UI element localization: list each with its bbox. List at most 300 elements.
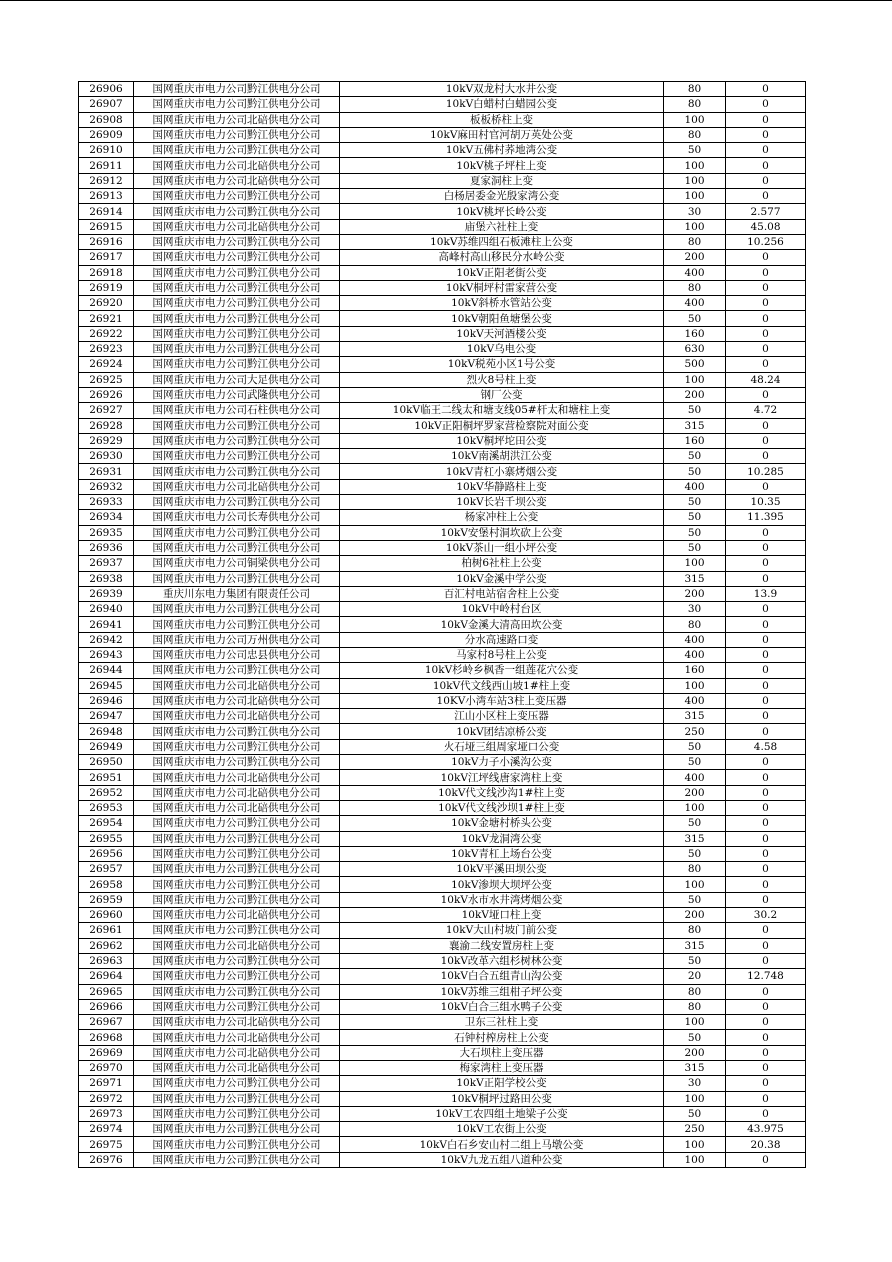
transformer-name-cell: 10kV青杠上场台公变 <box>340 846 664 861</box>
row-id-cell: 26940 <box>79 602 134 617</box>
row-id-cell: 26956 <box>79 846 134 861</box>
row-id-cell: 26938 <box>79 571 134 586</box>
transformer-name-cell: 10kV青杠小寨烤烟公变 <box>340 464 664 479</box>
table-row <box>79 342 806 357</box>
transformer-name-cell: 高峰村高山移民分水岭公变 <box>340 250 664 265</box>
table-row <box>79 602 806 617</box>
table-row <box>79 816 806 831</box>
capacity-cell: 100 <box>664 1137 726 1152</box>
row-id-cell: 26972 <box>79 1091 134 1106</box>
transformer-name-cell: 10kV长岩千坝公变 <box>340 495 664 510</box>
capacity-cell: 200 <box>664 586 726 601</box>
transformer-name-cell: 10kV正阳学校公变 <box>340 1076 664 1091</box>
table-row <box>79 433 806 448</box>
value-cell: 12.748 <box>726 969 806 984</box>
row-id-cell: 26923 <box>79 342 134 357</box>
value-cell: 0 <box>726 112 806 127</box>
table-row <box>79 296 806 311</box>
company-cell: 国网重庆市电力公司大足供电分公司 <box>134 372 340 387</box>
row-id-cell: 26925 <box>79 372 134 387</box>
table-row <box>79 495 806 510</box>
transformer-name-cell: 10kV双龙村大水井公变 <box>340 82 664 97</box>
capacity-cell: 400 <box>664 693 726 708</box>
capacity-cell: 630 <box>664 342 726 357</box>
table-row <box>79 143 806 158</box>
company-cell: 国网重庆市电力公司北碚供电分公司 <box>134 785 340 800</box>
row-id-cell: 26967 <box>79 1015 134 1030</box>
company-cell: 国网重庆市电力公司黔江供电分公司 <box>134 418 340 433</box>
transformer-name-cell: 10kV桐坪过路田公变 <box>340 1091 664 1106</box>
capacity-cell: 30 <box>664 204 726 219</box>
company-cell: 国网重庆市电力公司黔江供电分公司 <box>134 495 340 510</box>
company-cell: 国网重庆市电力公司长寿供电分公司 <box>134 510 340 525</box>
row-id-cell: 26954 <box>79 816 134 831</box>
value-cell: 0 <box>726 189 806 204</box>
value-cell: 0 <box>726 892 806 907</box>
transformer-name-cell: 10KV小湾车站3柱上变压器 <box>340 693 664 708</box>
row-id-cell: 26952 <box>79 785 134 800</box>
capacity-cell: 50 <box>664 449 726 464</box>
row-id-cell: 26963 <box>79 953 134 968</box>
row-id-cell: 26970 <box>79 1061 134 1076</box>
capacity-cell: 100 <box>664 877 726 892</box>
row-id-cell: 26965 <box>79 984 134 999</box>
capacity-cell: 50 <box>664 540 726 555</box>
row-id-cell: 26918 <box>79 265 134 280</box>
capacity-cell: 50 <box>664 143 726 158</box>
transformer-name-cell: 10kV工农四组土地梁子公变 <box>340 1106 664 1121</box>
company-cell: 国网重庆市电力公司黔江供电分公司 <box>134 1076 340 1091</box>
capacity-cell: 200 <box>664 250 726 265</box>
table-row <box>79 82 806 97</box>
value-cell: 0 <box>726 724 806 739</box>
row-id-cell: 26916 <box>79 234 134 249</box>
table-row <box>79 418 806 433</box>
transformer-name-cell: 钢厂公变 <box>340 387 664 402</box>
row-id-cell: 26946 <box>79 693 134 708</box>
value-cell: 0 <box>726 755 806 770</box>
table-row <box>79 908 806 923</box>
transformer-name-cell: 10kV垭口柱上变 <box>340 908 664 923</box>
capacity-cell: 50 <box>664 846 726 861</box>
table-row <box>79 189 806 204</box>
capacity-cell: 315 <box>664 831 726 846</box>
row-id-cell: 26971 <box>79 1076 134 1091</box>
capacity-cell: 315 <box>664 418 726 433</box>
row-id-cell: 26941 <box>79 617 134 632</box>
page-top-border <box>0 0 892 1</box>
value-cell: 0 <box>726 938 806 953</box>
capacity-cell: 315 <box>664 571 726 586</box>
value-cell: 0 <box>726 173 806 188</box>
table-row <box>79 923 806 938</box>
table-row <box>79 280 806 295</box>
company-cell: 国网重庆市电力公司北碚供电分公司 <box>134 112 340 127</box>
value-cell: 30.2 <box>726 908 806 923</box>
value-cell: 0 <box>726 984 806 999</box>
capacity-cell: 50 <box>664 311 726 326</box>
company-cell: 国网重庆市电力公司北碚供电分公司 <box>134 709 340 724</box>
transformer-name-cell: 石钟村榨房柱上公变 <box>340 1030 664 1045</box>
transformer-name-cell: 10kV安堡村洞坎砍上公变 <box>340 525 664 540</box>
value-cell: 0 <box>726 449 806 464</box>
transformer-name-cell: 10kV桃坪长岭公变 <box>340 204 664 219</box>
capacity-cell: 400 <box>664 296 726 311</box>
table-row <box>79 403 806 418</box>
company-cell: 国网重庆市电力公司北碚供电分公司 <box>134 938 340 953</box>
capacity-cell: 50 <box>664 510 726 525</box>
company-cell: 国网重庆市电力公司黔江供电分公司 <box>134 234 340 249</box>
company-cell: 国网重庆市电力公司黔江供电分公司 <box>134 250 340 265</box>
table-row <box>79 755 806 770</box>
transformer-name-cell: 10kV华静路柱上变 <box>340 479 664 494</box>
capacity-cell: 80 <box>664 97 726 112</box>
row-id-cell: 26910 <box>79 143 134 158</box>
transformer-name-cell: 江山小区柱上变压器 <box>340 709 664 724</box>
company-cell: 国网重庆市电力公司北碚供电分公司 <box>134 693 340 708</box>
transformer-name-cell: 柏树6社柱上公变 <box>340 556 664 571</box>
table-row <box>79 173 806 188</box>
table-row <box>79 785 806 800</box>
row-id-cell: 26927 <box>79 403 134 418</box>
transformer-name-cell: 10kV天河酒楼公变 <box>340 326 664 341</box>
value-cell: 0 <box>726 602 806 617</box>
table-row <box>79 311 806 326</box>
company-cell: 国网重庆市电力公司北碚供电分公司 <box>134 1061 340 1076</box>
table-row <box>79 709 806 724</box>
table-row <box>79 862 806 877</box>
capacity-cell: 80 <box>664 280 726 295</box>
value-cell: 0 <box>726 923 806 938</box>
value-cell: 0 <box>726 831 806 846</box>
capacity-cell: 400 <box>664 770 726 785</box>
capacity-cell: 500 <box>664 357 726 372</box>
transformer-name-cell: 10kV苏维三组柑子坪公变 <box>340 984 664 999</box>
transformer-name-cell: 10kV中岭村台区 <box>340 602 664 617</box>
company-cell: 国网重庆市电力公司石柱供电分公司 <box>134 403 340 418</box>
row-id-cell: 26942 <box>79 632 134 647</box>
table-row <box>79 846 806 861</box>
company-cell: 国网重庆市电力公司黔江供电分公司 <box>134 739 340 754</box>
value-cell: 48.24 <box>726 372 806 387</box>
capacity-cell: 100 <box>664 158 726 173</box>
table-row <box>79 647 806 662</box>
capacity-cell: 400 <box>664 632 726 647</box>
transformer-name-cell: 10kV白合五组青山沟公变 <box>340 969 664 984</box>
row-id-cell: 26950 <box>79 755 134 770</box>
table-row <box>79 1076 806 1091</box>
capacity-cell: 400 <box>664 647 726 662</box>
row-id-cell: 26969 <box>79 1045 134 1060</box>
value-cell: 0 <box>726 785 806 800</box>
row-id-cell: 26975 <box>79 1137 134 1152</box>
table-row <box>79 999 806 1014</box>
transformer-name-cell: 10kV平溪田坝公变 <box>340 862 664 877</box>
company-cell: 国网重庆市电力公司北碚供电分公司 <box>134 1045 340 1060</box>
transformer-name-cell: 10kV白合三组水鸭子公变 <box>340 999 664 1014</box>
table-row <box>79 586 806 601</box>
capacity-cell: 50 <box>664 739 726 754</box>
row-id-cell: 26974 <box>79 1122 134 1137</box>
transformer-table <box>78 81 806 1168</box>
company-cell: 国网重庆市电力公司黔江供电分公司 <box>134 724 340 739</box>
capacity-cell: 80 <box>664 999 726 1014</box>
company-cell: 国网重庆市电力公司北碚供电分公司 <box>134 908 340 923</box>
table-row <box>79 969 806 984</box>
company-cell: 国网重庆市电力公司黔江供电分公司 <box>134 296 340 311</box>
company-cell: 国网重庆市电力公司黔江供电分公司 <box>134 999 340 1014</box>
capacity-cell: 50 <box>664 892 726 907</box>
capacity-cell: 250 <box>664 1122 726 1137</box>
table-row <box>79 112 806 127</box>
table-row <box>79 1015 806 1030</box>
value-cell: 11.395 <box>726 510 806 525</box>
value-cell: 0 <box>726 770 806 785</box>
company-cell: 国网重庆市电力公司北碚供电分公司 <box>134 800 340 815</box>
row-id-cell: 26966 <box>79 999 134 1014</box>
company-cell: 国网重庆市电力公司黔江供电分公司 <box>134 449 340 464</box>
capacity-cell: 80 <box>664 984 726 999</box>
value-cell: 0 <box>726 678 806 693</box>
transformer-name-cell: 10kV代文线沙坝1#柱上变 <box>340 800 664 815</box>
company-cell: 国网重庆市电力公司黔江供电分公司 <box>134 969 340 984</box>
value-cell: 0 <box>726 1030 806 1045</box>
value-cell: 0 <box>726 280 806 295</box>
transformer-name-cell: 卫东三社柱上变 <box>340 1015 664 1030</box>
transformer-name-cell: 10kV桃子坪柱上变 <box>340 158 664 173</box>
company-cell: 重庆川东电力集团有限责任公司 <box>134 586 340 601</box>
transformer-name-cell: 10kV乌电公变 <box>340 342 664 357</box>
company-cell: 国网重庆市电力公司北碚供电分公司 <box>134 1015 340 1030</box>
table-row <box>79 984 806 999</box>
transformer-name-cell: 襄渝二线安置房柱上变 <box>340 938 664 953</box>
row-id-cell: 26964 <box>79 969 134 984</box>
capacity-cell: 250 <box>664 724 726 739</box>
value-cell: 0 <box>726 1015 806 1030</box>
value-cell: 0 <box>726 82 806 97</box>
table-row <box>79 464 806 479</box>
row-id-cell: 26944 <box>79 663 134 678</box>
company-cell: 国网重庆市电力公司黔江供电分公司 <box>134 265 340 280</box>
capacity-cell: 80 <box>664 234 726 249</box>
transformer-name-cell: 烈火8号柱上变 <box>340 372 664 387</box>
value-cell: 0 <box>726 816 806 831</box>
row-id-cell: 26945 <box>79 678 134 693</box>
company-cell: 国网重庆市电力公司黔江供电分公司 <box>134 984 340 999</box>
value-cell: 10.256 <box>726 234 806 249</box>
capacity-cell: 50 <box>664 525 726 540</box>
value-cell: 0 <box>726 158 806 173</box>
company-cell: 国网重庆市电力公司黔江供电分公司 <box>134 357 340 372</box>
value-cell: 0 <box>726 571 806 586</box>
company-cell: 国网重庆市电力公司黔江供电分公司 <box>134 877 340 892</box>
company-cell: 国网重庆市电力公司北碚供电分公司 <box>134 770 340 785</box>
row-id-cell: 26953 <box>79 800 134 815</box>
company-cell: 国网重庆市电力公司黔江供电分公司 <box>134 755 340 770</box>
capacity-cell: 315 <box>664 1061 726 1076</box>
value-cell: 0 <box>726 556 806 571</box>
row-id-cell: 26909 <box>79 127 134 142</box>
transformer-name-cell: 白杨居委金光殷家湾公变 <box>340 189 664 204</box>
company-cell: 国网重庆市电力公司黔江供电分公司 <box>134 97 340 112</box>
company-cell: 国网重庆市电力公司黔江供电分公司 <box>134 464 340 479</box>
capacity-cell: 50 <box>664 816 726 831</box>
transformer-name-cell: 10kV江坪线唐家湾柱上变 <box>340 770 664 785</box>
table-row <box>79 953 806 968</box>
capacity-cell: 30 <box>664 1076 726 1091</box>
value-cell: 0 <box>726 632 806 647</box>
transformer-name-cell: 10kV临王二线太和塘支线05#杆太和塘柱上变 <box>340 403 664 418</box>
table-row <box>79 326 806 341</box>
capacity-cell: 400 <box>664 265 726 280</box>
transformer-name-cell: 10kV正阳桐坪罗家营检察院对面公变 <box>340 418 664 433</box>
capacity-cell: 160 <box>664 433 726 448</box>
value-cell: 4.58 <box>726 739 806 754</box>
value-cell: 0 <box>726 540 806 555</box>
row-id-cell: 26962 <box>79 938 134 953</box>
row-id-cell: 26912 <box>79 173 134 188</box>
company-cell: 国网重庆市电力公司万州供电分公司 <box>134 632 340 647</box>
value-cell: 0 <box>726 999 806 1014</box>
capacity-cell: 100 <box>664 112 726 127</box>
transformer-name-cell: 大石坝柱上变压器 <box>340 1045 664 1060</box>
value-cell: 4.72 <box>726 403 806 418</box>
transformer-name-cell: 10kV五佛村荞地湾公变 <box>340 143 664 158</box>
row-id-cell: 26920 <box>79 296 134 311</box>
row-id-cell: 26934 <box>79 510 134 525</box>
table-row <box>79 800 806 815</box>
row-id-cell: 26917 <box>79 250 134 265</box>
table-row <box>79 1137 806 1152</box>
transformer-name-cell: 10kV九龙五组八道种公变 <box>340 1152 664 1167</box>
row-id-cell: 26922 <box>79 326 134 341</box>
capacity-cell: 100 <box>664 219 726 234</box>
transformer-name-cell: 10kV改革六组杉树林公变 <box>340 953 664 968</box>
company-cell: 国网重庆市电力公司黔江供电分公司 <box>134 892 340 907</box>
value-cell: 0 <box>726 877 806 892</box>
table-row <box>79 357 806 372</box>
transformer-name-cell: 10kV金溪中学公变 <box>340 571 664 586</box>
row-id-cell: 26907 <box>79 97 134 112</box>
transformer-name-cell: 10kV水市水井湾烤烟公变 <box>340 892 664 907</box>
transformer-name-cell: 火石垭三组周家垭口公变 <box>340 739 664 754</box>
table-row <box>79 1091 806 1106</box>
company-cell: 国网重庆市电力公司黔江供电分公司 <box>134 816 340 831</box>
transformer-name-cell: 分水高速路口变 <box>340 632 664 647</box>
company-cell: 国网重庆市电力公司黔江供电分公司 <box>134 1152 340 1167</box>
table-row <box>79 663 806 678</box>
capacity-cell: 50 <box>664 464 726 479</box>
row-id-cell: 26906 <box>79 82 134 97</box>
transformer-name-cell: 10kV正阳老街公变 <box>340 265 664 280</box>
capacity-cell: 200 <box>664 387 726 402</box>
row-id-cell: 26913 <box>79 189 134 204</box>
capacity-cell: 400 <box>664 479 726 494</box>
transformer-name-cell: 10kV税苑小区1号公变 <box>340 357 664 372</box>
value-cell: 0 <box>726 663 806 678</box>
transformer-name-cell: 10kV渗坝大坝坪公变 <box>340 877 664 892</box>
row-id-cell: 26921 <box>79 311 134 326</box>
row-id-cell: 26943 <box>79 647 134 662</box>
transformer-name-cell: 10kV南溪胡洪江公变 <box>340 449 664 464</box>
row-id-cell: 26935 <box>79 525 134 540</box>
table-row <box>79 938 806 953</box>
table-row <box>79 739 806 754</box>
value-cell: 0 <box>726 846 806 861</box>
capacity-cell: 100 <box>664 1091 726 1106</box>
table-row <box>79 693 806 708</box>
transformer-name-cell: 百汇村电站宿舍柱上公变 <box>340 586 664 601</box>
row-id-cell: 26973 <box>79 1106 134 1121</box>
company-cell: 国网重庆市电力公司黔江供电分公司 <box>134 1091 340 1106</box>
capacity-cell: 160 <box>664 663 726 678</box>
table-row <box>79 632 806 647</box>
value-cell: 0 <box>726 418 806 433</box>
table-row <box>79 127 806 142</box>
transformer-name-cell: 10kV白石乡安山村二组上马墩公变 <box>340 1137 664 1152</box>
company-cell: 国网重庆市电力公司忠县供电分公司 <box>134 647 340 662</box>
value-cell: 0 <box>726 1091 806 1106</box>
capacity-cell: 50 <box>664 953 726 968</box>
capacity-cell: 80 <box>664 862 726 877</box>
transformer-name-cell: 10kV代文线沙沟1#柱上变 <box>340 785 664 800</box>
transformer-name-cell: 10kV白蜡村白蜡园公变 <box>340 97 664 112</box>
company-cell: 国网重庆市电力公司黔江供电分公司 <box>134 280 340 295</box>
row-id-cell: 26955 <box>79 831 134 846</box>
table-row <box>79 1106 806 1121</box>
table-row <box>79 525 806 540</box>
row-id-cell: 26924 <box>79 357 134 372</box>
value-cell: 0 <box>726 97 806 112</box>
table-row <box>79 204 806 219</box>
company-cell: 国网重庆市电力公司黔江供电分公司 <box>134 326 340 341</box>
company-cell: 国网重庆市电力公司黔江供电分公司 <box>134 846 340 861</box>
capacity-cell: 100 <box>664 556 726 571</box>
transformer-name-cell: 10kV斜桥水管站公变 <box>340 296 664 311</box>
value-cell: 45.08 <box>726 219 806 234</box>
capacity-cell: 80 <box>664 127 726 142</box>
company-cell: 国网重庆市电力公司黔江供电分公司 <box>134 1106 340 1121</box>
value-cell: 0 <box>726 800 806 815</box>
company-cell: 国网重庆市电力公司黔江供电分公司 <box>134 189 340 204</box>
table-row <box>79 219 806 234</box>
value-cell: 0 <box>726 1106 806 1121</box>
row-id-cell: 26936 <box>79 540 134 555</box>
value-cell: 0 <box>726 525 806 540</box>
company-cell: 国网重庆市电力公司黔江供电分公司 <box>134 663 340 678</box>
row-id-cell: 26951 <box>79 770 134 785</box>
value-cell: 0 <box>726 617 806 632</box>
table-row <box>79 265 806 280</box>
company-cell: 国网重庆市电力公司黔江供电分公司 <box>134 82 340 97</box>
table-row <box>79 97 806 112</box>
value-cell: 0 <box>726 953 806 968</box>
company-cell: 国网重庆市电力公司黔江供电分公司 <box>134 602 340 617</box>
transformer-name-cell: 梅家湾柱上变压器 <box>340 1061 664 1076</box>
value-cell: 20.38 <box>726 1137 806 1152</box>
company-cell: 国网重庆市电力公司黔江供电分公司 <box>134 923 340 938</box>
value-cell: 0 <box>726 1061 806 1076</box>
company-cell: 国网重庆市电力公司黔江供电分公司 <box>134 862 340 877</box>
transformer-name-cell: 10kV工农街上公变 <box>340 1122 664 1137</box>
company-cell: 国网重庆市电力公司黔江供电分公司 <box>134 127 340 142</box>
row-id-cell: 26926 <box>79 387 134 402</box>
transformer-name-cell: 10kV金塘村桥头公变 <box>340 816 664 831</box>
row-id-cell: 26914 <box>79 204 134 219</box>
capacity-cell: 100 <box>664 678 726 693</box>
company-cell: 国网重庆市电力公司黔江供电分公司 <box>134 1137 340 1152</box>
table-row <box>79 1152 806 1167</box>
